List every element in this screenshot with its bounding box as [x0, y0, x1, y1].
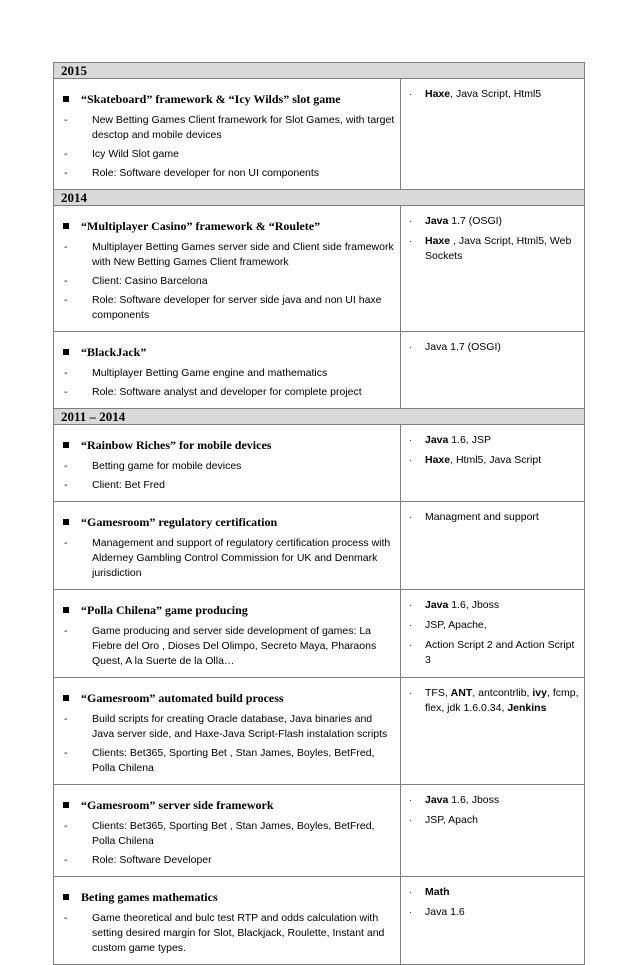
technology-cell — [401, 425, 585, 502]
dash-bullet-icon: - — [64, 294, 68, 306]
dot-bullet-icon: · — [409, 435, 412, 445]
project-detail-text: Role: Software developer for non UI components — [92, 167, 320, 179]
technology-cell — [401, 502, 585, 590]
year-row — [54, 63, 585, 79]
technology-keyword: ivy — [532, 687, 547, 699]
project-detail-item — [58, 853, 396, 868]
technology-text — [425, 598, 580, 613]
project-detail-text: Management and support of regulatory certification process with Alderney Gambling Control Commission for UK and Denmark jurisdiction — [92, 537, 391, 579]
dot-bullet-icon: · — [409, 236, 412, 246]
project-title-text: “Gamesroom” regulatory certification — [81, 515, 278, 529]
dot-bullet-icon: · — [409, 600, 412, 610]
project-description-cell — [54, 678, 401, 785]
technology-cell — [401, 678, 585, 785]
project-title — [58, 603, 396, 618]
technology-item — [407, 686, 580, 716]
year-row — [54, 409, 585, 425]
project-row — [54, 785, 585, 877]
square-bullet-icon — [63, 607, 69, 613]
technology-cell — [401, 332, 585, 409]
technology-keyword: Haxe — [425, 454, 451, 466]
project-detail-text: Role: Software analyst and developer for complete project — [92, 386, 362, 398]
dash-bullet-icon: - — [64, 148, 68, 160]
project-detail-item — [58, 366, 396, 381]
technology-keyword: Java — [425, 599, 449, 611]
dash-bullet-icon: - — [64, 713, 68, 725]
technology-keyword: Java — [425, 794, 449, 806]
technology-fragment: Managment and support — [425, 511, 539, 523]
technology-item — [407, 340, 580, 355]
project-detail-item — [58, 819, 396, 849]
project-title-text: “BlackJack” — [81, 345, 147, 359]
year-heading: 2015 — [54, 63, 585, 79]
dash-bullet-icon: - — [64, 537, 68, 549]
project-detail-item — [58, 478, 396, 493]
project-title — [58, 92, 396, 107]
project-detail-item — [58, 459, 396, 474]
square-bullet-icon — [63, 894, 69, 900]
square-bullet-icon — [63, 96, 69, 102]
technology-item — [407, 234, 580, 264]
dash-bullet-icon: - — [64, 912, 68, 924]
dot-bullet-icon: · — [409, 795, 412, 805]
project-description-cell — [54, 425, 401, 502]
project-detail-text: Role: Software Developer — [92, 854, 212, 866]
square-bullet-icon — [63, 349, 69, 355]
project-detail-text: New Betting Games Client framework for Slot Games, with target desctop and mobile devices — [92, 114, 395, 141]
project-row — [54, 877, 585, 965]
dot-bullet-icon: · — [409, 89, 412, 99]
project-detail-item — [58, 274, 396, 289]
technology-text — [425, 686, 580, 716]
technology-text — [425, 234, 580, 264]
technology-fragment: Action Script 2 and Action Script 3 — [425, 639, 575, 666]
technology-fragment: TFS, — [425, 687, 451, 699]
dash-bullet-icon: - — [64, 167, 68, 179]
project-detail-item — [58, 147, 396, 162]
project-description-cell — [54, 79, 401, 190]
dot-bullet-icon: · — [409, 512, 412, 522]
square-bullet-icon — [63, 695, 69, 701]
dash-bullet-icon: - — [64, 241, 68, 253]
technology-keyword: Java — [425, 215, 449, 227]
project-details-list — [58, 712, 396, 776]
project-detail-text: Client: Bet Fred — [92, 479, 165, 491]
project-title — [58, 345, 396, 360]
technology-item — [407, 618, 580, 633]
project-row — [54, 678, 585, 785]
technology-keyword: Math — [425, 886, 450, 898]
dash-bullet-icon: - — [64, 625, 68, 637]
project-detail-item — [58, 113, 396, 143]
technology-cell — [401, 206, 585, 332]
technology-item — [407, 813, 580, 828]
dash-bullet-icon: - — [64, 747, 68, 759]
technology-fragment: 1.6, Jboss — [448, 794, 500, 806]
technology-text — [425, 87, 580, 102]
technology-cell — [401, 79, 585, 190]
technology-text — [425, 433, 580, 448]
project-detail-text: Clients: Bet365, Sporting Bet , Stan James, Boyles, BetFred, Polla Chilena — [92, 747, 375, 774]
project-details-list — [58, 459, 396, 493]
technology-item — [407, 793, 580, 808]
dot-bullet-icon: · — [409, 907, 412, 917]
technology-keyword: Java — [425, 434, 449, 446]
technology-fragment: 1.6, JSP — [448, 434, 491, 446]
project-details-list — [58, 911, 396, 956]
technology-keyword: Haxe — [425, 235, 451, 247]
project-details-list — [58, 113, 396, 181]
technology-fragment: 1.6, Jboss — [448, 599, 500, 611]
dash-bullet-icon: - — [64, 386, 68, 398]
square-bullet-icon — [63, 223, 69, 229]
technology-fragment: Java 1.7 (OSGI) — [425, 341, 501, 353]
technology-cell — [401, 590, 585, 678]
technology-text — [425, 813, 580, 828]
project-title — [58, 798, 396, 813]
technology-text — [425, 638, 580, 668]
year-heading: 2011 – 2014 — [54, 409, 585, 425]
technology-fragment: JSP, Apach — [425, 814, 478, 826]
dash-bullet-icon: - — [64, 854, 68, 866]
dot-bullet-icon: · — [409, 815, 412, 825]
technology-keyword: Jenkins — [507, 702, 547, 714]
year-heading: 2014 — [54, 190, 585, 206]
technology-fragment: Java 1.6 — [425, 906, 465, 918]
project-detail-item — [58, 911, 396, 956]
technology-fragment: , Java Script, Html5 — [450, 88, 542, 100]
project-detail-text: Game theoretical and bulc test RTP and odds calculation with setting desired margin for Slot, Blackjack, Roulette, Instant and custom game types. — [92, 912, 385, 954]
project-title-text: “Multiplayer Casino” framework & “Roulete” — [81, 219, 321, 233]
technology-keyword: Haxe — [425, 88, 451, 100]
technology-text — [425, 340, 580, 355]
technology-item — [407, 638, 580, 668]
technology-item — [407, 214, 580, 229]
project-details-list — [58, 366, 396, 400]
technology-item — [407, 87, 580, 102]
project-detail-text: Build scripts for creating Oracle database, Java binaries and Java server side, and Haxe-Java Script-Flash instalation scripts — [92, 713, 388, 740]
project-title-text: “Polla Chilena” game producing — [81, 603, 248, 617]
technology-text — [425, 510, 580, 525]
project-detail-item — [58, 624, 396, 669]
technology-text — [425, 453, 580, 468]
dot-bullet-icon: · — [409, 688, 412, 698]
project-row — [54, 590, 585, 678]
project-row — [54, 206, 585, 332]
technology-fragment: JSP, Apache, — [425, 619, 487, 631]
project-details-list — [58, 819, 396, 868]
technology-text — [425, 885, 580, 900]
technology-item — [407, 433, 580, 448]
project-detail-text: Multiplayer Betting Game engine and mathematics — [92, 367, 328, 379]
technology-item — [407, 510, 580, 525]
technology-item — [407, 453, 580, 468]
technology-item — [407, 905, 580, 920]
square-bullet-icon — [63, 519, 69, 525]
project-title-text: “Gamesroom” server side framework — [81, 798, 274, 812]
technology-cell — [401, 785, 585, 877]
dot-bullet-icon: · — [409, 620, 412, 630]
technology-cell — [401, 877, 585, 965]
dash-bullet-icon: - — [64, 479, 68, 491]
dot-bullet-icon: · — [409, 342, 412, 352]
project-title — [58, 691, 396, 706]
project-detail-item — [58, 536, 396, 581]
dash-bullet-icon: - — [64, 460, 68, 472]
project-description-cell — [54, 590, 401, 678]
dot-bullet-icon: · — [409, 455, 412, 465]
dash-bullet-icon: - — [64, 367, 68, 379]
project-detail-text: Icy Wild Slot game — [92, 148, 179, 160]
project-description-cell — [54, 332, 401, 409]
project-detail-text: Clients: Bet365, Sporting Bet , Stan James, Boyles, BetFred, Polla Chilena — [92, 820, 375, 847]
project-detail-item — [58, 712, 396, 742]
resume-table-body — [54, 63, 585, 965]
dot-bullet-icon: · — [409, 640, 412, 650]
technology-text — [425, 793, 580, 808]
project-detail-text: Game producing and server side development of games: La Fiebre del Oro , Dioses Del Olimpo, Secreto Maya, Pharaons Quest, A la Suerte de la Olla… — [92, 625, 377, 667]
project-details-list — [58, 240, 396, 323]
project-row — [54, 332, 585, 409]
technology-fragment: 1.7 (OSGI) — [448, 215, 503, 227]
project-title — [58, 515, 396, 530]
project-title-text: Beting games mathematics — [81, 890, 218, 904]
project-row — [54, 79, 585, 190]
project-detail-item — [58, 240, 396, 270]
dot-bullet-icon: · — [409, 887, 412, 897]
technology-fragment: , antcontrlib, — [472, 687, 533, 699]
technology-text — [425, 905, 580, 920]
project-detail-text: Client: Casino Barcelona — [92, 275, 208, 287]
project-row — [54, 502, 585, 590]
year-row — [54, 190, 585, 206]
project-description-cell — [54, 785, 401, 877]
project-detail-text: Role: Software developer for server side java and non UI haxe components — [92, 294, 382, 321]
technology-text — [425, 214, 580, 229]
project-row — [54, 425, 585, 502]
technology-item — [407, 885, 580, 900]
technology-fragment: , fcmp, flex, jdk 1.6.0.34, — [425, 687, 579, 714]
project-description-cell — [54, 877, 401, 965]
dash-bullet-icon: - — [64, 114, 68, 126]
technology-keyword: ANT — [450, 687, 473, 699]
resume-table — [53, 62, 585, 965]
project-details-list — [58, 624, 396, 669]
technology-fragment: , Html5, Java Script — [450, 454, 542, 466]
project-description-cell — [54, 206, 401, 332]
project-title-text: “Rainbow Riches” for mobile devices — [81, 438, 272, 452]
project-detail-item — [58, 746, 396, 776]
project-detail-item — [58, 385, 396, 400]
square-bullet-icon — [63, 802, 69, 808]
technology-item — [407, 598, 580, 613]
project-description-cell — [54, 502, 401, 590]
project-detail-item — [58, 166, 396, 181]
dash-bullet-icon: - — [64, 275, 68, 287]
technology-text — [425, 618, 580, 633]
project-detail-text: Betting game for mobile devices — [92, 460, 242, 472]
project-title-text: “Gamesroom” automated build process — [81, 691, 284, 705]
square-bullet-icon — [63, 442, 69, 448]
project-detail-text: Multiplayer Betting Games server side and Client side framework with New Betting Games Client framework — [92, 241, 394, 268]
technology-fragment: , Java Script, Html5, Web Sockets — [425, 235, 572, 262]
project-details-list — [58, 536, 396, 581]
project-detail-item — [58, 293, 396, 323]
dot-bullet-icon: · — [409, 216, 412, 226]
dash-bullet-icon: - — [64, 820, 68, 832]
project-title — [58, 219, 396, 234]
project-title-text: “Skateboard” framework & “Icy Wilds” slot game — [81, 92, 341, 106]
project-title — [58, 438, 396, 453]
